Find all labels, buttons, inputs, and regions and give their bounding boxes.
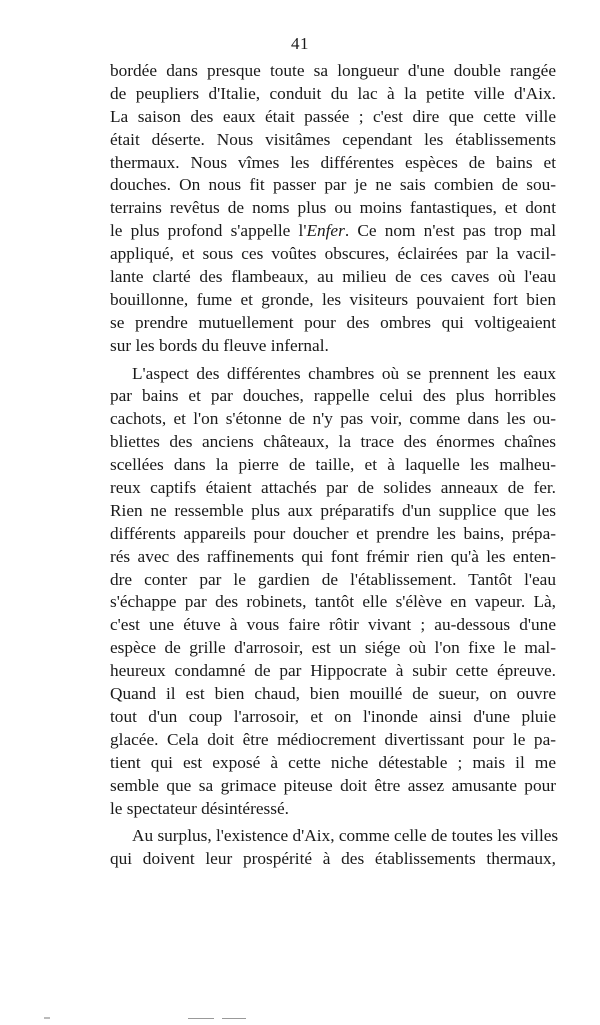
text-line: thermaux. Nous vîmes les différentes espèces de bains et (110, 152, 556, 172)
paragraph-3 (110, 825, 559, 871)
text-line: c'est une étuve à vous faire rôtir vivant ; au-dessous d'une (110, 615, 556, 635)
text-line: rés avec des raffinements qui font frémir rien qu'à les enten- (110, 546, 556, 566)
text-line: tient qui est exposé à cette niche détestable ; mais il me (110, 752, 556, 772)
paragraph-1 (110, 60, 556, 358)
text-line: terrains revêtus de noms plus ou moins fantastiques, et dont (110, 198, 556, 218)
body-text (110, 60, 559, 871)
text-line: s'échappe par des robinets, tantôt elle s'élève en vapeur. Là, (110, 592, 556, 612)
text-line: le plus profond s'appelle l'Enfer. Ce nom n'est pas trop mal (110, 221, 557, 241)
text-line: cachots, et l'on s'étonne de n'y pas voir, comme dans les ou- (110, 409, 556, 429)
text-line: différents appareils pour doucher et prendre les bains, prépa- (110, 523, 556, 543)
text-line: qui doivent leur prospérité à des établissements thermaux, (110, 849, 556, 869)
text-line: scellées dans la pierre de taille, et à laquelle les malheu- (110, 455, 556, 475)
text-line: glacée. Cela doit être médiocrement divertissant pour le pa- (110, 729, 556, 749)
text-line: Quand il est bien chaud, bien mouillé de sueur, on ouvre (110, 684, 556, 704)
text-line: était déserte. Nous visitâmes cependant les établissements (110, 129, 556, 149)
text-line: Rien ne ressemble plus aux préparatifs d'un supplice que les (110, 500, 556, 520)
text-line: dre conter par le gardien de l'établissement. Tantôt l'eau (110, 569, 556, 589)
paragraph-2 (110, 363, 556, 821)
text-line: de peupliers d'Italie, conduit du lac à la petite ville d'Aix. (110, 83, 556, 103)
text-line: Au surplus, l'existence d'Aix, comme celle de toutes les villes (132, 826, 559, 846)
scan-artifact (44, 1017, 50, 1019)
text-line: semble que sa grimace piteuse doit être assez amusante pour (110, 775, 556, 795)
text-line: sur les bords du fleuve infernal. (110, 335, 329, 355)
footer-rule-right (222, 1018, 246, 1019)
footer-rule-left (188, 1018, 214, 1019)
text-line: appliqué, et sous ces voûtes obscures, éclairées par la vacil- (110, 244, 556, 264)
text-line: le spectateur désintéressé. (110, 798, 289, 818)
text-line: lante clarté des flambeaux, au milieu de ces caves où l'eau (110, 267, 556, 287)
text-line: L'aspect des différentes chambres où se prennent les eaux (132, 363, 556, 383)
text-line: bliettes des anciens châteaux, la trace des énormes chaînes (110, 432, 556, 452)
text-line: bordée dans presque toute sa longueur d'une double rangée (110, 61, 556, 80)
page-number: 41 (291, 34, 309, 53)
emphasis-word: Enfer (306, 221, 345, 241)
text-line: douches. On nous fit passer par je ne sais combien de sou- (110, 175, 556, 195)
text-line: espèce de grille d'arrosoir, est un siége où l'on fixe le mal- (110, 638, 556, 658)
text-line: La saison des eaux était passée ; c'est dire que cette ville (110, 106, 556, 126)
text-line: bouillonne, fume et gronde, les visiteurs pouvaient fort bien (110, 289, 556, 309)
text-line: heureux condamné de par Hippocrate à subir cette épreuve. (110, 661, 556, 681)
text-line: reux captifs étaient attachés par de solides anneaux de fer. (110, 478, 556, 498)
text-line: se prendre mutuellement pour des ombres qui voltigeaient (110, 312, 556, 332)
text-line: par bains et par douches, rappelle celui des plus horribles (110, 386, 556, 406)
text-line: tout d'un coup l'arrosoir, et on l'inonde ainsi d'une pluie (110, 706, 556, 726)
